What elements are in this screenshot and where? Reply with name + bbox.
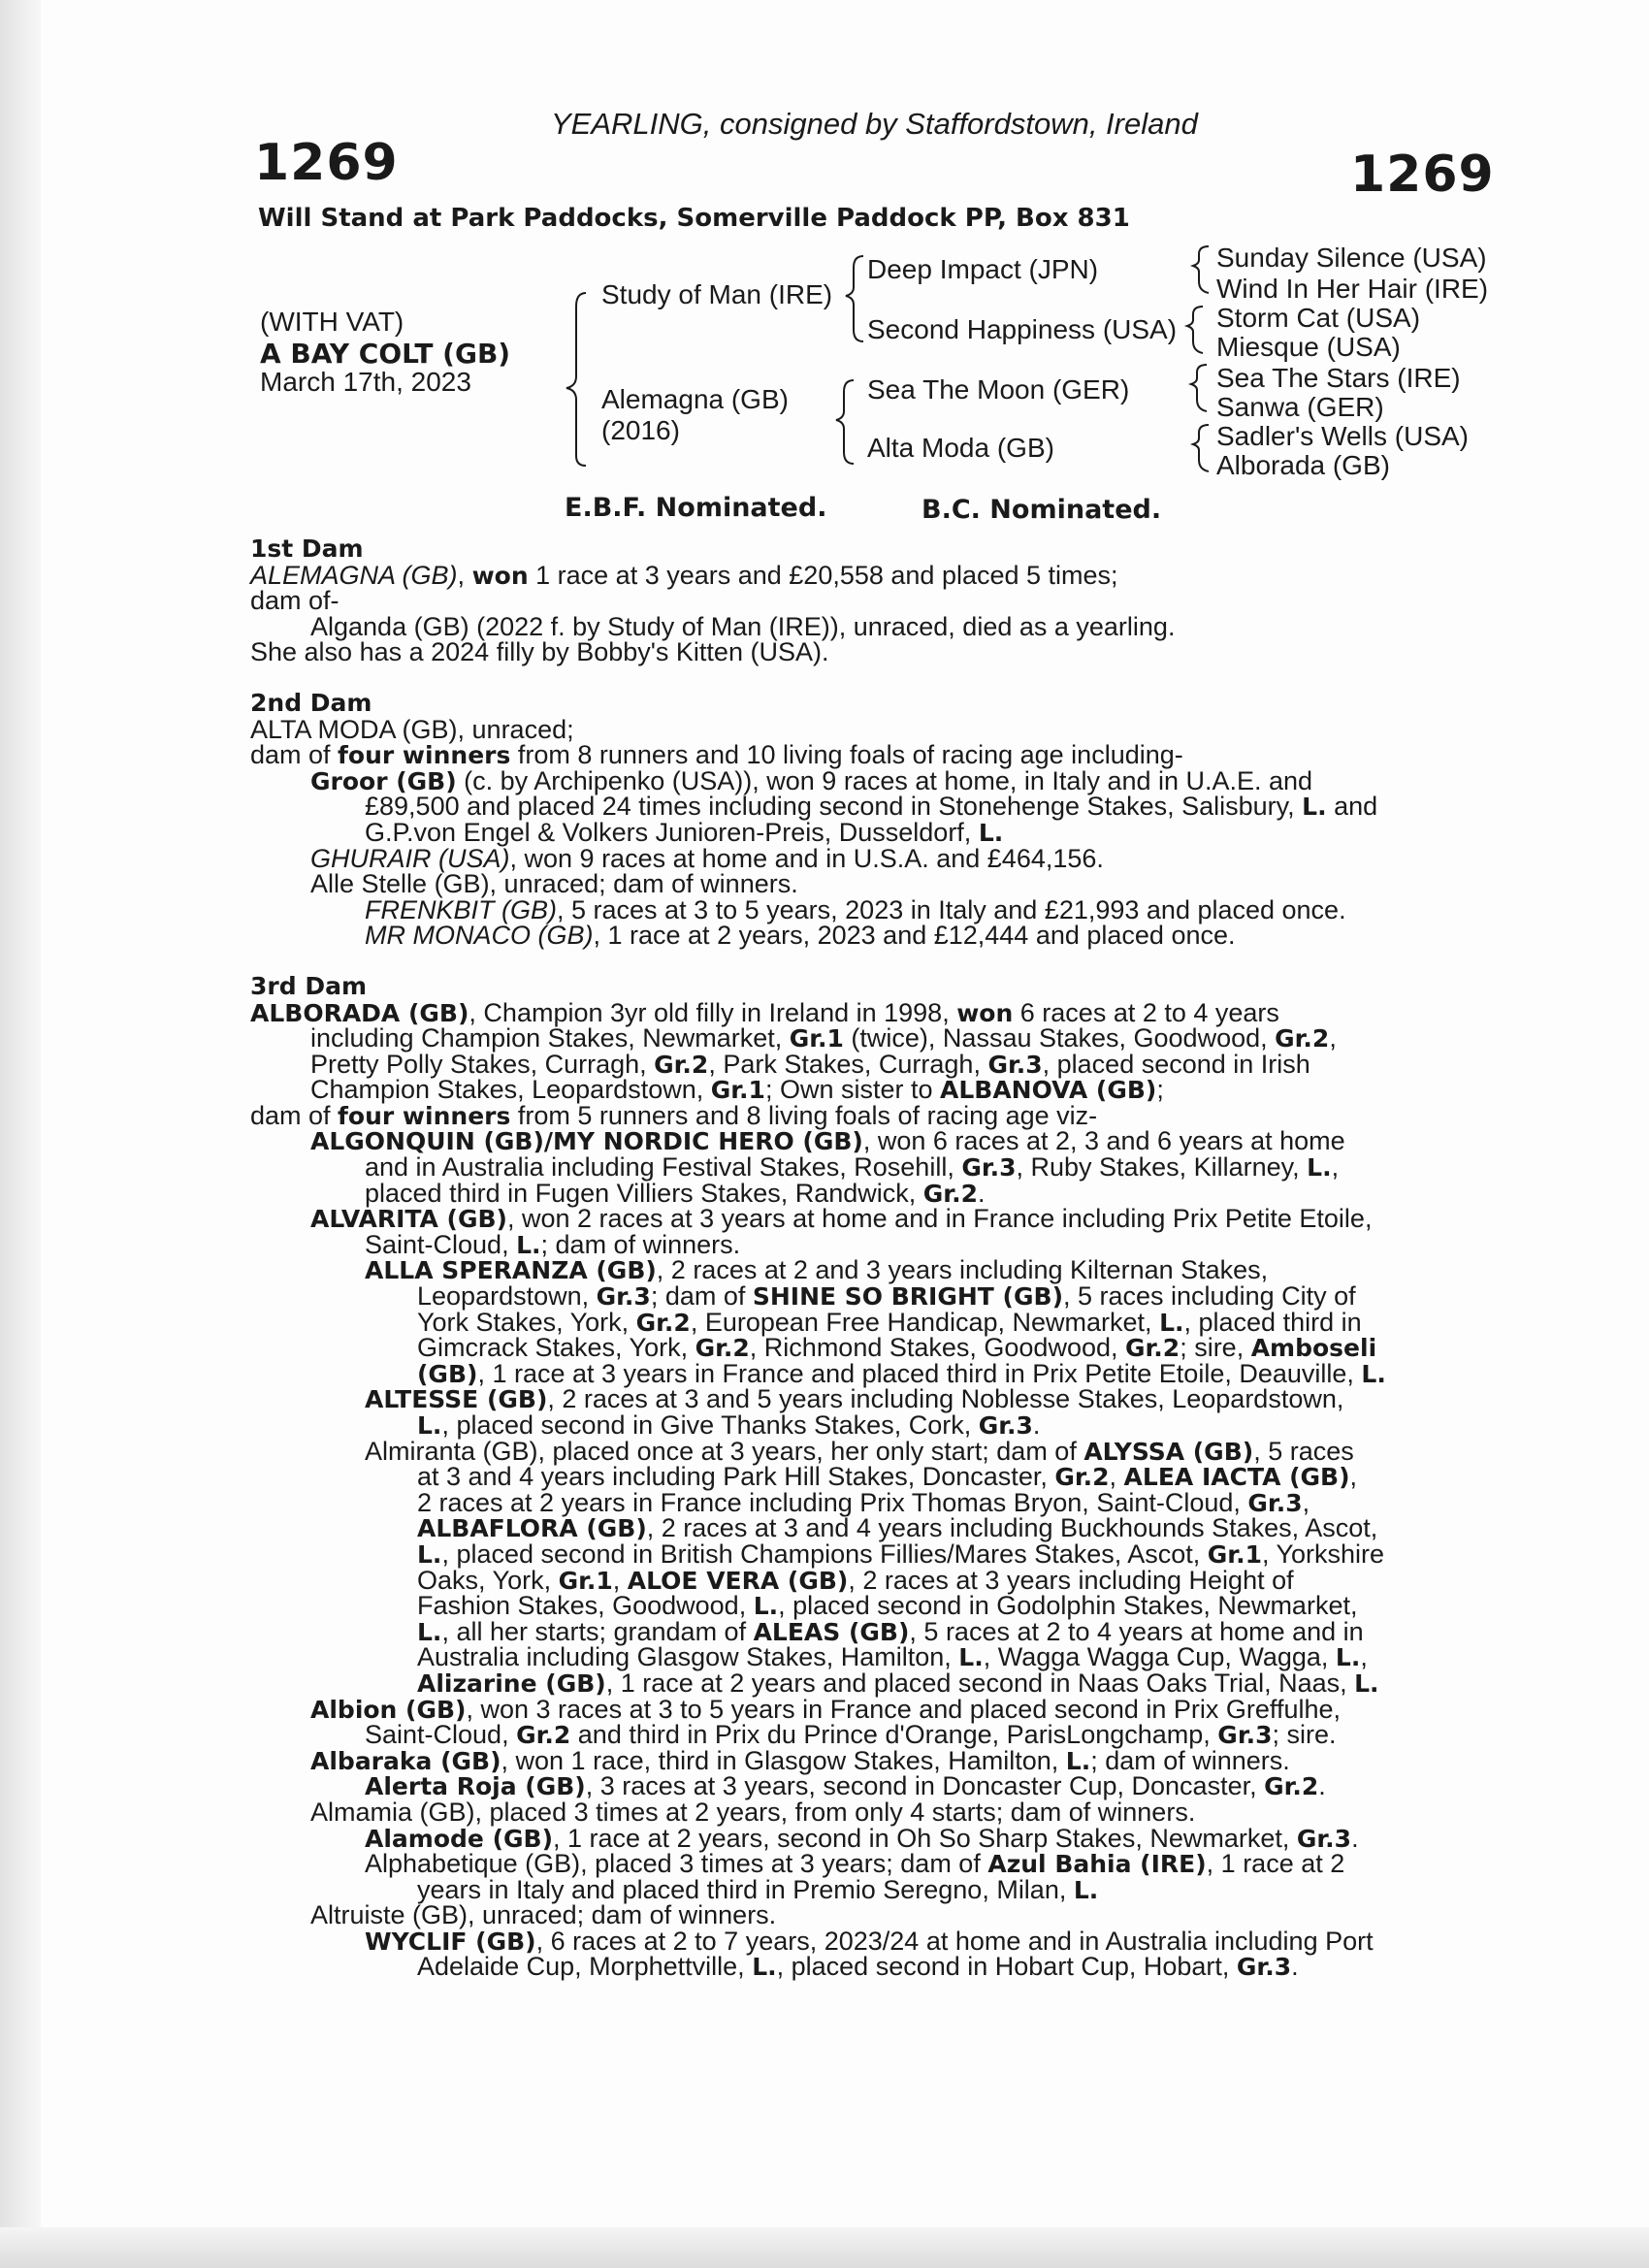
text-line: Alphabetique (GB), placed 3 times at 3 years; dam of Azul Bahia (IRE), 1 race at 2 [365, 1849, 1345, 1879]
text-line: L., all her starts; grandam of ALEAS (GB), 5 races at 2 to 4 years at home and in [417, 1616, 1364, 1646]
foaling-date: March 17th, 2023 [260, 367, 471, 397]
third-dam-heading: 3rd Dam [250, 971, 367, 1000]
text-line: Altruiste (GB), unraced; dam of winners. [310, 1900, 777, 1930]
pedigree-dd-sire: Sadler's Wells (USA) [1216, 421, 1469, 451]
lot-description: A BAY COLT (GB) [260, 338, 511, 370]
text-line: Fashion Stakes, Goodwood, L., placed second in Godolphin Stakes, Newmarket, [417, 1591, 1358, 1621]
text-line: Groor (GB) (c. by Archipenko (USA)), won 9 races at home, in Italy and in U.A.E. and [310, 765, 1313, 795]
pedigree-notes [250, 536, 1482, 1980]
text-line: Adelaide Cup, Morphettville, L., placed second in Hobart Cup, Hobart, Gr.3. [417, 1952, 1299, 1982]
text-line: Albion (GB), won 3 races at 3 to 5 years in France and placed second in Prix Greffulhe, [310, 1694, 1341, 1724]
text-line: including Champion Stakes, Newmarket, Gr.1 (twice), Nassau Stakes, Goodwood, Gr.2, [310, 1023, 1337, 1053]
pedigree-dam-dam: Alta Moda (GB) [867, 433, 1054, 463]
second-dam-heading: 2nd Dam [250, 688, 372, 717]
text-line: She also has a 2024 filly by Bobby's Kitten (USA). [250, 637, 829, 667]
text-line: FRENKBIT (GB), 5 races at 3 to 5 years, 2023 in Italy and £21,993 and placed once. [365, 894, 1346, 924]
vat-note: (WITH VAT) [260, 307, 404, 337]
pedigree-ds-dam: Sanwa (GER) [1216, 392, 1384, 422]
pedigree-ss-sire: Sunday Silence (USA) [1216, 243, 1487, 273]
pedigree-dam-year: (2016) [601, 415, 680, 445]
text-line: dam of four winners from 5 runners and 8 living foals of racing age viz- [250, 1100, 1098, 1130]
text-line: ALLA SPERANZA (GB), 2 races at 2 and 3 years including Kilternan Stakes, [365, 1255, 1269, 1285]
text-line: Pretty Polly Stakes, Curragh, Gr.2, Park Stakes, Curragh, Gr.3, placed second in Irish [310, 1049, 1310, 1079]
pedigree-dam: Alemagna (GB) [601, 384, 789, 414]
text-line: years in Italy and placed third in Premio Seregno, Milan, L. [417, 1874, 1099, 1904]
pedigree-sire-dam: Second Happiness (USA) [867, 314, 1178, 344]
lot-number-right: 1269 [1350, 146, 1495, 204]
text-line: L., placed second in Give Thanks Stakes, Cork, Gr.3. [417, 1410, 1041, 1440]
first-dam-heading: 1st Dam [250, 535, 364, 563]
text-line: GHURAIR (USA), won 9 races at home and in U.S.A. and £464,156. [310, 843, 1104, 873]
text-line: Saint-Cloud, Gr.2 and third in Prix du Prince d'Orange, ParisLongchamp, Gr.3; sire. [365, 1720, 1337, 1750]
text-line: 2 races at 2 years in France including Prix Thomas Bryon, Saint-Cloud, Gr.3, [417, 1487, 1310, 1517]
pedigree-dam-sire: Sea The Moon (GER) [867, 374, 1130, 405]
text-line: Almiranta (GB), placed once at 3 years, her only start; dam of ALYSSA (GB), 5 races [365, 1436, 1354, 1466]
stand-location: Will Stand at Park Paddocks, Somerville Paddock PP, Box 831 [258, 204, 1130, 233]
text-line: ALEMAGNA (GB), won 1 race at 3 years and £20,558 and placed 5 times; [250, 560, 1118, 590]
text-line: Gimcrack Stakes, York, Gr.2, Richmond Stakes, Goodwood, Gr.2; sire, Amboseli [417, 1333, 1377, 1363]
text-line: L., placed second in British Champions Fillies/Mares Stakes, Ascot, Gr.1, Yorkshire [417, 1539, 1385, 1569]
pedigree-ds-sire: Sea The Stars (IRE) [1216, 363, 1461, 393]
bc-nomination: B.C. Nominated. [922, 495, 1162, 525]
text-line: MR MONACO (GB), 1 race at 2 years, 2023 and £12,444 and placed once. [365, 921, 1236, 951]
pedigree-sire-sire: Deep Impact (JPN) [867, 254, 1099, 284]
text-line: ALBORADA (GB), Champion 3yr old filly in Ireland in 1998, won 6 races at 2 to 4 years [250, 997, 1279, 1027]
text-line: York Stakes, York, Gr.2, European Free Handicap, Newmarket, L., placed third in [417, 1307, 1362, 1337]
text-line: Alamode (GB), 1 race at 2 years, second in Oh So Sharp Stakes, Newmarket, Gr.3. [365, 1823, 1359, 1853]
pedigree-sd-sire: Storm Cat (USA) [1216, 303, 1421, 333]
text-line: (GB), 1 race at 3 years in France and placed third in Prix Petite Etoile, Deauville, L. [417, 1358, 1386, 1388]
text-line: dam of- [250, 586, 340, 616]
text-line: Almamia (GB), placed 3 times at 2 years, from only 4 starts; dam of winners. [310, 1797, 1196, 1827]
text-line: Alerta Roja (GB), 3 races at 3 years, second in Doncaster Cup, Doncaster, Gr.2. [365, 1771, 1326, 1801]
text-line: dam of four winners from 8 runners and 10 living foals of racing age including- [250, 740, 1183, 770]
text-line: ALGONQUIN (GB)/MY NORDIC HERO (GB), won 6 races at 2, 3 and 6 years at home [310, 1126, 1345, 1156]
text-line: and in Australia including Festival Stakes, Rosehill, Gr.3, Ruby Stakes, Killarney, L., [365, 1152, 1340, 1183]
text-line: Saint-Cloud, L.; dam of winners. [365, 1229, 741, 1259]
text-line: Alle Stelle (GB), unraced; dam of winners. [310, 869, 798, 899]
text-line: ALTA MODA (GB), unraced; [250, 714, 574, 744]
text-line: Australia including Glasgow Stakes, Hamilton, L., Wagga Wagga Cup, Wagga, L., [417, 1642, 1368, 1672]
pedigree-ss-dam: Wind In Her Hair (IRE) [1216, 274, 1489, 304]
text-line: WYCLIF (GB), 6 races at 2 to 7 years, 2023/24 at home and in Australia including Port [365, 1926, 1374, 1956]
pedigree-sd-dam: Miesque (USA) [1216, 332, 1401, 362]
text-line: Oaks, York, Gr.1, ALOE VERA (GB), 2 races at 3 years including Height of [417, 1565, 1294, 1595]
text-line: Albaraka (GB), won 1 race, third in Glasgow Stakes, Hamilton, L.; dam of winners. [310, 1745, 1290, 1775]
text-line: ALBAFLORA (GB), 2 races at 3 and 4 years including Buckhounds Stakes, Ascot, [417, 1513, 1378, 1543]
text-line: G.P.von Engel & Volkers Junioren-Preis, Dusseldorf, L. [365, 817, 1004, 847]
ebf-nomination: E.B.F. Nominated. [565, 493, 827, 523]
pedigree-dd-dam: Alborada (GB) [1216, 450, 1390, 480]
pedigree-sire: Study of Man (IRE) [601, 279, 833, 309]
text-line: Alganda (GB) (2022 f. by Study of Man (IRE)), unraced, died as a yearling. [310, 611, 1176, 641]
scan-shadow-bottom [0, 2227, 1649, 2268]
lot-number-left: 1269 [254, 134, 399, 192]
text-line: Alizarine (GB), 1 race at 2 years and placed second in Naas Oaks Trial, Naas, L. [417, 1668, 1379, 1698]
text-line: Leopardstown, Gr.3; dam of SHINE SO BRIGHT (GB), 5 races including City of [417, 1281, 1356, 1312]
consignment-line: YEARLING, consigned by Staffordstown, Ireland [551, 107, 1198, 141]
text-line: placed third in Fugen Villiers Stakes, Randwick, Gr.2. [365, 1178, 986, 1208]
text-line: ALTESSE (GB), 2 races at 3 and 5 years including Noblesse Stakes, Leopardstown, [365, 1384, 1344, 1414]
text-line: Champion Stakes, Leopardstown, Gr.1; Own sister to ALBANOVA (GB); [310, 1075, 1164, 1105]
text-line: £89,500 and placed 24 times including second in Stonehenge Stakes, Salisbury, L. and [365, 792, 1378, 822]
text-line: at 3 and 4 years including Park Hill Stakes, Doncaster, Gr.2, ALEA IACTA (GB), [417, 1462, 1358, 1492]
text-line: ALVARITA (GB), won 2 races at 3 years at home and in France including Prix Petite Etoile, [310, 1204, 1373, 1234]
